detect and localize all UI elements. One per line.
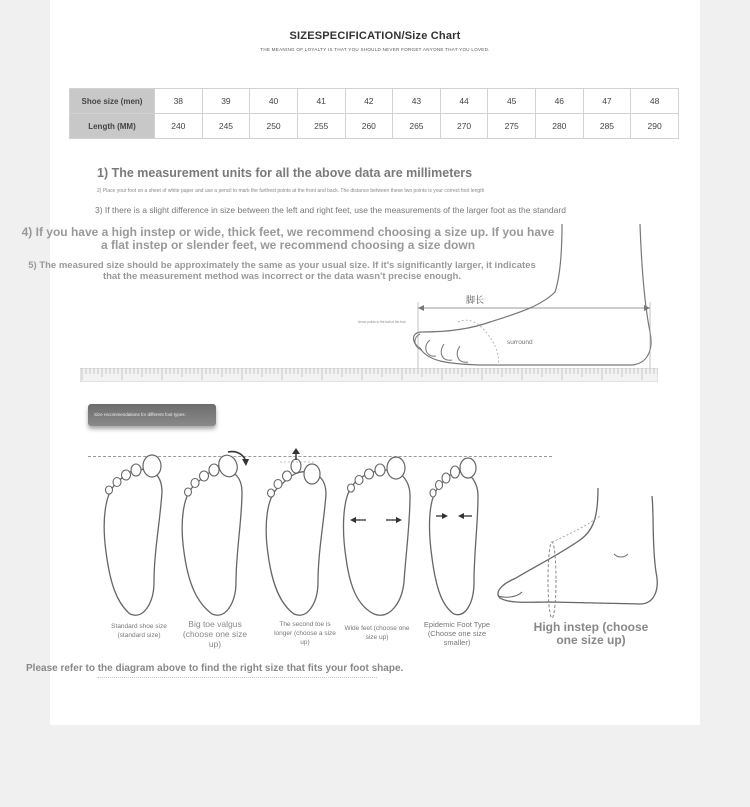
length-cell: 240: [155, 114, 203, 139]
size-cell: 48: [631, 89, 679, 114]
size-cell: 42: [345, 89, 393, 114]
length-cell: 255: [297, 114, 345, 139]
measurement-ruler: [80, 368, 658, 382]
big-toe-valgus-foot-icon: [176, 448, 254, 620]
note-4: 4) If you have a high instep or wide, thick feet, we recommend choosing a size up. If you have a flat instep or slender feet, we recommend choosing a size down: [21, 225, 555, 252]
size-cell: 47: [583, 89, 631, 114]
ruler-body: [80, 368, 658, 382]
epidemic-foot-type-icon: [422, 452, 486, 620]
row-label: Length (MM): [70, 114, 155, 139]
size-cell: 43: [393, 89, 441, 114]
size-cell: 45: [488, 89, 536, 114]
toes-outline: [415, 334, 468, 362]
faint-divider: [97, 677, 377, 678]
surround-label: surround: [507, 339, 533, 346]
size-cell: 38: [155, 89, 203, 114]
page-title: SIZESPECIFICATION/Size Chart: [289, 30, 461, 42]
size-cell: 39: [202, 89, 250, 114]
note-3: 3) If there is a slight difference in size between the left and right feet, use the measurements of the larger foot as the standard: [95, 205, 566, 215]
caption-wide-feet: Wide feet (choose one size up): [344, 625, 410, 641]
size-cell: 44: [440, 89, 488, 114]
note-1: 1) The measurement units for all the above data are millimeters: [97, 166, 473, 180]
arrow-head-left: [418, 305, 424, 311]
caption-epidemic-foot: Epidemic Foot Type (Choose one size smaller): [423, 620, 491, 647]
length-cell: 280: [536, 114, 584, 139]
standard-foot-icon: [96, 452, 170, 620]
foot-length-label: 脚长: [466, 296, 485, 306]
length-cell: 275: [488, 114, 536, 139]
length-cell: 290: [631, 114, 679, 139]
length-cell: 245: [202, 114, 250, 139]
wide-foot-icon: [340, 452, 414, 620]
size-cell: 46: [536, 89, 584, 114]
table-row: [70, 114, 679, 139]
surround-curve: [458, 320, 499, 366]
size-cell: 40: [250, 89, 298, 114]
caption-high-instep: High instep (choose one size up): [533, 620, 649, 647]
length-cell: 260: [345, 114, 393, 139]
foot-measurement-diagram: [350, 222, 670, 370]
bottom-note: Please refer to the diagram above to find the right size that fits your foot shape.: [26, 663, 404, 674]
caption-standard: Standard shoe size (standard size): [111, 623, 167, 639]
note-2: 2) Place your foot on a sheet of white paper and use a pencil to mark the furthest points at the front and back. The distance between these two points is your correct foot length: [97, 188, 485, 194]
high-instep-foot-icon: [490, 486, 662, 618]
caption-second-toe-longer: The second toe is longer (choose a size up): [274, 621, 336, 646]
caption-big-toe-valgus: Big toe valgus (choose one size up): [182, 619, 248, 649]
length-cell: 270: [440, 114, 488, 139]
length-cell: 250: [250, 114, 298, 139]
size-table: [69, 88, 679, 139]
page-subtitle: THE MEANING OF LOYALTY IS THAT YOU SHOULD NEVER FORGET ANYONE THAT YOU LOVED.: [260, 47, 490, 52]
size-cell: 41: [297, 89, 345, 114]
length-cell: 265: [393, 114, 441, 139]
note-5: 5) The measured size should be approximately the same as your usual size. If it's significantly larger, it indicates that the measurement method was incorrect or the data wasn't precise enough.: [28, 260, 536, 282]
length-cell: 285: [583, 114, 631, 139]
second-toe-longer-foot-icon: [260, 448, 334, 620]
section-tag: [88, 404, 216, 426]
section-tag-label: Size recommendations for different foot types:: [94, 412, 186, 417]
table-row: [70, 89, 679, 114]
row-label: Shoe size (men): [70, 89, 155, 114]
arrow-label: Arrow points to the ball of the foot: [358, 320, 406, 324]
